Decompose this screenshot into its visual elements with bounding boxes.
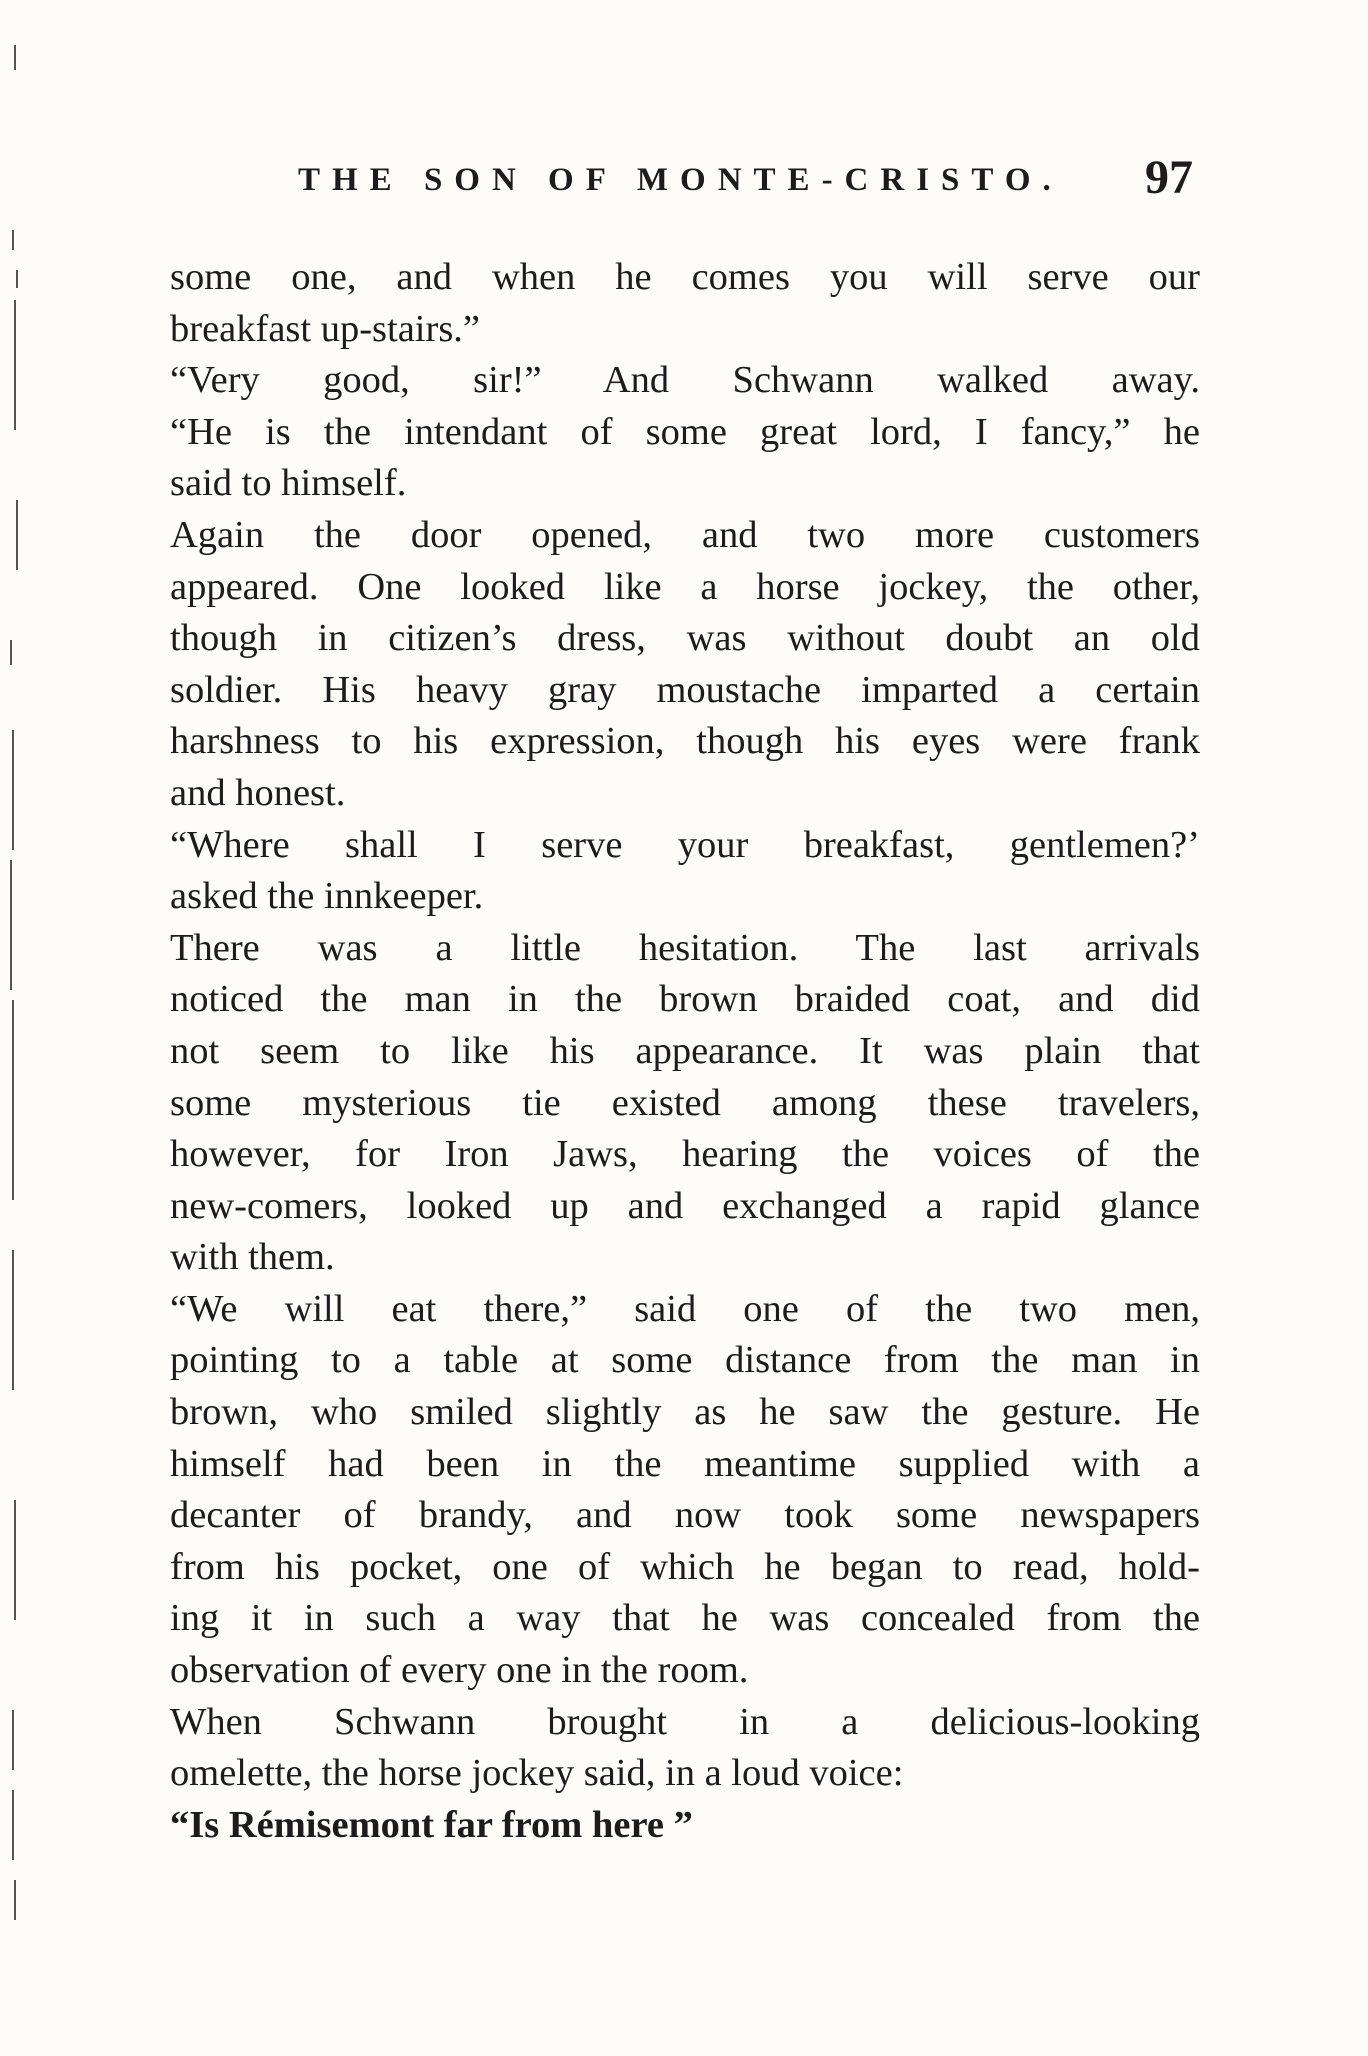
text-line: decanter of brandy, and now took some newspapers: [170, 1494, 1200, 1537]
text-line: “Very good, sir!” And Schwann walked away.: [170, 359, 1200, 402]
text-line: noticed the man in the brown braided coat, and did: [170, 978, 1200, 1021]
text-line: said to himself.: [170, 462, 407, 505]
text-line: soldier. His heavy gray moustache imparted a certain: [170, 668, 1200, 711]
body-text: [170, 252, 1200, 1851]
text-line: asked the innkeeper.: [170, 875, 484, 918]
text-line: harshness to his expression, though his eyes were frank: [170, 720, 1200, 763]
text-line: some one, and when he comes you will serve our: [170, 256, 1200, 298]
text-line: ing it in such a way that he was concealed from the: [170, 1597, 1200, 1640]
text-line: “Where shall I serve your breakfast, gentlemen?’: [170, 823, 1200, 866]
text-line: “We will eat there,” said one of the two men,: [170, 1287, 1200, 1330]
text-line: Again the door opened, and two more customers: [170, 513, 1200, 556]
running-title: THE SON OF MONTE-CRISTO.: [298, 162, 1063, 198]
text-line: however, for Iron Jaws, hearing the voices of the: [170, 1133, 1200, 1176]
text-line: breakfast up-stairs.”: [170, 307, 481, 350]
text-line: “He is the intendant of some great lord, I fancy,” he: [170, 410, 1200, 453]
text-line: brown, who smiled slightly as he saw the gesture. He: [170, 1391, 1200, 1434]
text-line: and honest.: [170, 771, 346, 814]
text-line: not seem to like his appearance. It was plain that: [170, 1029, 1200, 1072]
text-line: though in citizen’s dress, was without doubt an old: [170, 617, 1200, 660]
text-line: omelette, the horse jockey said, in a loud voice:: [170, 1752, 904, 1795]
text-line: pointing to a table at some distance from the man in: [170, 1339, 1200, 1382]
text-line: observation of every one in the room.: [170, 1649, 749, 1692]
text-line: with them.: [170, 1236, 335, 1279]
margin-scan-marks: [0, 0, 40, 2056]
text-line: appeared. One looked like a horse jockey, the other,: [170, 565, 1200, 608]
text-line: “Is Rémisemont far from here ”: [170, 1803, 693, 1846]
text-line: new-comers, looked up and exchanged a rapid glance: [170, 1184, 1200, 1227]
text-line: from his pocket, one of which he began to read, hold-: [170, 1545, 1200, 1588]
running-header: [168, 150, 1203, 210]
text-line: some mysterious tie existed among these travelers,: [170, 1081, 1200, 1124]
text-line: himself had been in the meantime supplied with a: [170, 1442, 1200, 1485]
text-line: There was a little hesitation. The last arrivals: [170, 926, 1200, 969]
page-number: 97: [1145, 151, 1193, 204]
text-line: When Schwann brought in a delicious-looking: [170, 1700, 1200, 1743]
